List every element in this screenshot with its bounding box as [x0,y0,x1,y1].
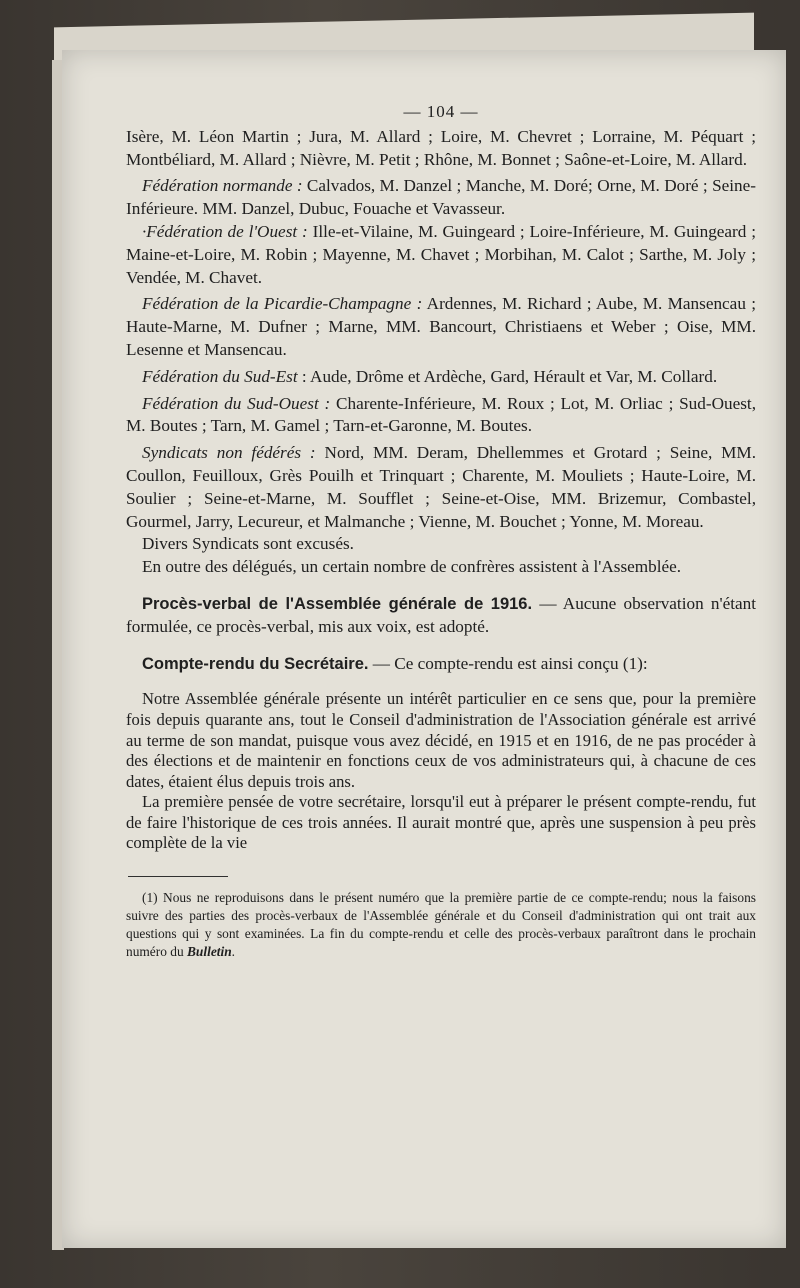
report-paragraph: La première pensée de votre secrétaire, lorsqu'il eut à préparer le présent compte-rendu, fut de faire l'historique de ces trois années. Il aurait montré que, après une suspension à peu près complète de la vie [126,792,756,853]
federation-label: Syndicats non fédérés : [142,443,316,463]
proces-verbal-section [126,593,756,639]
confreres-paragraph: En outre des délégués, un certain nombre de confrères assistent à l'Assemblée. [142,557,682,577]
federation-label: ·Fédération de l'Ouest : [142,221,308,241]
compte-rendu-text: — Ce compte-rendu est ainsi conçu (1): [368,653,648,673]
proces-verbal-heading: Procès-verbal de l'Assemblée générale de 1916. [142,594,533,613]
report-text [126,689,756,854]
report-paragraph: Notre Assemblée générale présente un intérêt particulier en ce sens que, pour la première fois depuis quarante ans, tout le Conseil d'administration de l'Association générale est arrivé au terme de son mandat, puisque vous avez décidé, en 1915 et en 1916, de ne pas procéder à des élections et de maintenir en fonctions ceux de vos administrateurs qui, à chacune de ces dates, étaient élus depuis trois ans. [126,689,756,791]
federation-sud-ouest [126,393,756,439]
footnote-end: . [231,944,236,960]
page-number: — 104 — [403,102,479,121]
federation-text: Ille-et-Vilaine, M. Guingeard ; Loire-Inférieure, M. Guingeard ; Maine-et-Loire, M. Robin ; Mayenne, M. Chavet ; Morbihan, M. Calot ; Sarthe, M. Joly ; Vendée, M. Chavet. [126,221,756,287]
federation-label: Fédération du Sud-Est [142,366,298,386]
intro-paragraph: Isère, M. Léon Martin ; Jura, M. Allard ; Loire, M. Chevret ; Lorraine, M. Péquart ; Montbéliard, M. Allard ; Nièvre, M. Petit ; Rhône, M. Bonnet ; Saône-et-Loire, M. Allard. [126,126,756,169]
federation-ouest [126,221,756,289]
syndicats-non-federes [126,442,756,533]
footnote-text: (1) Nous ne reproduisons dans le présent numéro que la première partie de ce compte-rendu; nous la faisons suivre des parties des procès-verbaux de l'Assemblée générale et du Conseil d'administration qui ont trait aux questions qui y sont examinées. La fin du compte-rendu et celle des procès-verbaux paraîtront dans le prochain numéro du [126,890,756,960]
federation-label: Fédération de la Picardie-Champagne : [142,294,423,314]
federation-label: Fédération du Sud-Ouest : [142,393,331,413]
compte-rendu-section [126,653,756,676]
federation-normande [126,175,756,221]
federation-text: Nord, MM. Deram, Dhellemmes et Grotard ; Seine, MM. Coullon, Feuilloux, Grès Pouilh et Trinquart ; Charente, M. Mouliets ; Haute-Loire, M. Soulier ; Seine-et-Marne, M. Soufflet ; Seine-et-Oise, MM. Brizemur, Combastel, Gourmel, Jarry, Lecureur, et Malmanche ; Vienne, M. Bouchet ; Yonne, M. Moreau. [126,443,757,531]
federation-label: Fédération normande : [142,176,303,196]
federation-sud-est [126,366,756,389]
footnote-journal: Bulletin [187,944,232,960]
footnote-rule [128,876,228,877]
federation-text: Ardennes, M. Richard ; Aube, M. Mansencau ; Haute-Marne, M. Dufner ; Marne, MM. Bancourt, Christiaens et Weber ; Oise, MM. Lesenne et Mansencau. [126,294,756,359]
proces-verbal-text: — Aucune observation n'étant formulée, ce procès-verbal, mis aux voix, est adopté. [126,593,756,636]
compte-rendu-heading: Compte-rendu du Secrétaire. [142,654,369,673]
excuses-paragraph: Divers Syndicats sont excusés. [142,534,354,554]
page-text [126,101,756,961]
federation-text: Calvados, M. Danzel ; Manche, M. Doré; Orne, M. Doré ; Seine-Inférieure. MM. Danzel, Dubuc, Fouache et Vavasseur. [126,176,756,219]
footnote [126,889,756,961]
federation-text: Charente-Inférieure, M. Roux ; Lot, M. Orliac ; Sud-Ouest, M. Boutes ; Tarn, M. Gamel ; Tarn-et-Garonne, M. Boutes. [126,393,756,436]
federation-picardie-champagne [126,293,756,361]
federation-text: : Aude, Drôme et Ardèche, Gard, Hérault et Var, M. Collard. [297,366,718,386]
